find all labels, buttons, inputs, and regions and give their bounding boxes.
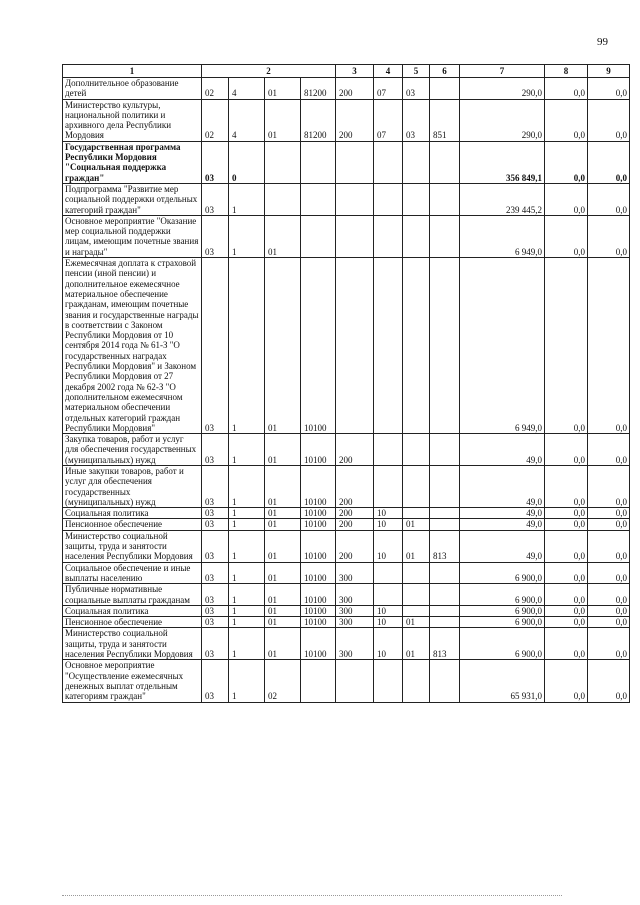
row-value-cell: 0,0	[545, 530, 588, 562]
row-value-cell	[430, 215, 460, 257]
row-value-cell: 49,0	[460, 434, 545, 466]
row-value-cell	[374, 562, 403, 584]
row-value-cell: 02	[202, 78, 229, 100]
row-name-cell: Социальное обеспечение и иные выплаты населению	[63, 562, 202, 584]
row-value-cell	[336, 660, 374, 702]
row-value-cell: 0,0	[588, 434, 630, 466]
row-value-cell: 200	[336, 434, 374, 466]
row-value-cell	[403, 434, 430, 466]
row-value-cell: 01	[265, 605, 301, 616]
row-value-cell: 10100	[301, 258, 336, 434]
row-value-cell	[374, 141, 403, 183]
row-value-cell: 200	[336, 465, 374, 507]
row-value-cell: 1	[229, 562, 265, 584]
row-name-cell: Министерство социальной защиты, труда и занятости населения Республики Мордовия	[63, 530, 202, 562]
row-value-cell: 6 949,0	[460, 258, 545, 434]
row-value-cell	[403, 465, 430, 507]
table-header-row	[63, 65, 630, 78]
row-value-cell: 01	[265, 530, 301, 562]
row-value-cell: 49,0	[460, 519, 545, 530]
table-row	[63, 660, 630, 702]
table-row	[63, 628, 630, 660]
row-value-cell: 300	[336, 584, 374, 606]
row-value-cell	[430, 605, 460, 616]
row-value-cell: 03	[202, 215, 229, 257]
row-value-cell: 01	[403, 530, 430, 562]
row-name-cell: Государственная программа Республики Мордовия "Социальная поддержка граждан"	[63, 141, 202, 183]
row-value-cell: 1	[229, 434, 265, 466]
row-value-cell: 10100	[301, 530, 336, 562]
row-value-cell: 03	[202, 434, 229, 466]
table-row	[63, 530, 630, 562]
col-header-3: 3	[336, 65, 374, 78]
row-value-cell: 0,0	[545, 215, 588, 257]
row-value-cell	[336, 183, 374, 215]
row-value-cell: 10	[374, 628, 403, 660]
row-value-cell: 81200	[301, 99, 336, 141]
row-value-cell: 10100	[301, 605, 336, 616]
row-value-cell	[430, 508, 460, 519]
row-value-cell: 1	[229, 215, 265, 257]
row-value-cell	[430, 258, 460, 434]
row-value-cell	[430, 584, 460, 606]
row-value-cell: 81200	[301, 78, 336, 100]
row-name-cell: Министерство культуры, национальной политики и архивного дела Республики Мордовия	[63, 99, 202, 141]
row-value-cell: 1	[229, 605, 265, 616]
row-value-cell	[430, 617, 460, 628]
row-value-cell: 0,0	[545, 660, 588, 702]
row-value-cell: 1	[229, 519, 265, 530]
row-value-cell	[336, 258, 374, 434]
row-value-cell	[374, 584, 403, 606]
col-header-2: 2	[202, 65, 336, 78]
row-value-cell	[374, 660, 403, 702]
table-row	[63, 434, 630, 466]
row-value-cell: 03	[202, 562, 229, 584]
row-value-cell: 03	[403, 78, 430, 100]
col-header-1: 1	[63, 65, 202, 78]
row-value-cell: 01	[265, 434, 301, 466]
row-value-cell: 01	[265, 465, 301, 507]
row-value-cell: 813	[430, 530, 460, 562]
row-name-cell: Иные закупки товаров, работ и услуг для обеспечения государственных (муниципальных) нужд	[63, 465, 202, 507]
row-value-cell: 10100	[301, 519, 336, 530]
row-value-cell: 03	[202, 258, 229, 434]
row-value-cell: 03	[202, 183, 229, 215]
row-value-cell: 03	[202, 519, 229, 530]
table-row	[63, 508, 630, 519]
page-footer-line	[62, 895, 562, 896]
row-value-cell: 300	[336, 605, 374, 616]
row-value-cell: 10100	[301, 628, 336, 660]
row-value-cell: 290,0	[460, 99, 545, 141]
row-value-cell: 0,0	[588, 660, 630, 702]
row-value-cell	[403, 141, 430, 183]
col-header-4: 4	[374, 65, 403, 78]
row-value-cell: 01	[265, 562, 301, 584]
row-value-cell: 10	[374, 530, 403, 562]
row-value-cell: 49,0	[460, 530, 545, 562]
row-value-cell: 02	[265, 660, 301, 702]
row-name-cell: Публичные нормативные социальные выплаты гражданам	[63, 584, 202, 606]
budget-table	[62, 64, 630, 703]
row-value-cell: 6 949,0	[460, 215, 545, 257]
row-value-cell: 65 931,0	[460, 660, 545, 702]
row-value-cell: 10100	[301, 465, 336, 507]
row-value-cell: 1	[229, 660, 265, 702]
row-value-cell: 200	[336, 519, 374, 530]
row-value-cell: 0,0	[588, 508, 630, 519]
row-value-cell: 0,0	[545, 562, 588, 584]
col-header-6: 6	[430, 65, 460, 78]
row-value-cell: 10	[374, 605, 403, 616]
row-value-cell	[403, 258, 430, 434]
row-value-cell: 1	[229, 183, 265, 215]
row-value-cell: 03	[202, 465, 229, 507]
row-value-cell: 01	[403, 628, 430, 660]
row-value-cell	[374, 465, 403, 507]
row-value-cell: 200	[336, 530, 374, 562]
row-value-cell	[374, 434, 403, 466]
row-value-cell	[403, 605, 430, 616]
row-value-cell: 03	[202, 584, 229, 606]
row-value-cell	[403, 562, 430, 584]
row-value-cell	[301, 183, 336, 215]
row-value-cell	[430, 434, 460, 466]
row-name-cell: Пенсионное обеспечение	[63, 617, 202, 628]
row-value-cell: 239 445,2	[460, 183, 545, 215]
row-value-cell: 200	[336, 99, 374, 141]
row-value-cell	[403, 660, 430, 702]
row-value-cell: 0,0	[545, 141, 588, 183]
row-value-cell: 0,0	[545, 183, 588, 215]
row-value-cell: 300	[336, 562, 374, 584]
row-value-cell: 01	[265, 617, 301, 628]
row-value-cell: 0,0	[545, 628, 588, 660]
row-value-cell: 01	[265, 628, 301, 660]
row-value-cell	[374, 183, 403, 215]
row-value-cell: 851	[430, 99, 460, 141]
row-value-cell: 0,0	[545, 465, 588, 507]
table-row	[63, 584, 630, 606]
row-value-cell: 0,0	[588, 605, 630, 616]
row-value-cell: 03	[202, 508, 229, 519]
row-value-cell: 0,0	[545, 508, 588, 519]
row-value-cell	[374, 215, 403, 257]
table-row	[63, 141, 630, 183]
row-name-cell: Министерство социальной защиты, труда и занятости населения Республики Мордовия	[63, 628, 202, 660]
row-name-cell: Основное мероприятие "Осуществление ежемесячных денежных выплат отдельным категориям граждан"	[63, 660, 202, 702]
row-value-cell: 0,0	[588, 628, 630, 660]
row-value-cell	[374, 258, 403, 434]
row-value-cell	[430, 141, 460, 183]
row-value-cell	[301, 215, 336, 257]
row-value-cell: 01	[265, 215, 301, 257]
row-value-cell: 0,0	[588, 215, 630, 257]
row-value-cell: 6 900,0	[460, 617, 545, 628]
row-value-cell: 10	[374, 617, 403, 628]
row-value-cell: 01	[265, 508, 301, 519]
row-name-cell: Социальная политика	[63, 605, 202, 616]
row-value-cell: 0,0	[588, 99, 630, 141]
row-value-cell	[336, 215, 374, 257]
row-value-cell	[430, 78, 460, 100]
table-row	[63, 605, 630, 616]
row-value-cell: 290,0	[460, 78, 545, 100]
row-name-cell: Пенсионное обеспечение	[63, 519, 202, 530]
row-value-cell: 03	[403, 99, 430, 141]
row-value-cell: 6 900,0	[460, 584, 545, 606]
row-value-cell	[301, 141, 336, 183]
row-value-cell: 0,0	[588, 584, 630, 606]
table-row	[63, 99, 630, 141]
row-value-cell	[430, 519, 460, 530]
table-row	[63, 519, 630, 530]
row-name-cell: Основное мероприятие "Оказание мер социальной поддержки лицам, имеющим почетные звания и награды"	[63, 215, 202, 257]
row-value-cell: 01	[403, 519, 430, 530]
row-value-cell: 10100	[301, 434, 336, 466]
row-value-cell: 1	[229, 584, 265, 606]
row-value-cell: 0,0	[588, 465, 630, 507]
row-value-cell	[265, 183, 301, 215]
row-name-cell: Закупка товаров, работ и услуг для обеспечения государственных (муниципальных) нужд	[63, 434, 202, 466]
row-value-cell: 1	[229, 258, 265, 434]
row-value-cell	[430, 660, 460, 702]
row-value-cell: 0,0	[588, 78, 630, 100]
col-header-8: 8	[545, 65, 588, 78]
table-row	[63, 78, 630, 100]
row-value-cell: 03	[202, 141, 229, 183]
row-value-cell: 6 900,0	[460, 628, 545, 660]
row-value-cell: 1	[229, 508, 265, 519]
row-value-cell: 0,0	[545, 605, 588, 616]
row-value-cell: 0,0	[588, 530, 630, 562]
row-value-cell	[430, 465, 460, 507]
row-value-cell: 03	[202, 605, 229, 616]
row-value-cell: 01	[265, 78, 301, 100]
row-value-cell: 0,0	[545, 258, 588, 434]
row-value-cell: 10100	[301, 617, 336, 628]
row-value-cell: 02	[202, 99, 229, 141]
row-value-cell: 0,0	[588, 519, 630, 530]
row-value-cell	[301, 660, 336, 702]
row-value-cell: 10100	[301, 562, 336, 584]
row-value-cell: 0,0	[588, 258, 630, 434]
row-value-cell: 813	[430, 628, 460, 660]
col-header-5: 5	[403, 65, 430, 78]
row-value-cell: 200	[336, 508, 374, 519]
col-header-9: 9	[588, 65, 630, 78]
table-row	[63, 215, 630, 257]
row-value-cell: 4	[229, 99, 265, 141]
table-row	[63, 465, 630, 507]
row-value-cell: 07	[374, 78, 403, 100]
row-value-cell	[403, 508, 430, 519]
row-value-cell: 03	[202, 628, 229, 660]
row-value-cell: 0,0	[545, 434, 588, 466]
row-value-cell: 0,0	[545, 617, 588, 628]
row-value-cell	[403, 215, 430, 257]
row-value-cell: 03	[202, 530, 229, 562]
row-value-cell: 300	[336, 617, 374, 628]
table-row	[63, 183, 630, 215]
row-value-cell: 01	[265, 519, 301, 530]
row-value-cell: 0,0	[588, 562, 630, 584]
row-name-cell: Дополнительное образование детей	[63, 78, 202, 100]
row-value-cell: 0,0	[588, 183, 630, 215]
row-value-cell: 356 849,1	[460, 141, 545, 183]
table-row	[63, 562, 630, 584]
table-row	[63, 617, 630, 628]
row-value-cell	[430, 183, 460, 215]
row-value-cell: 4	[229, 78, 265, 100]
row-value-cell: 49,0	[460, 465, 545, 507]
row-value-cell: 03	[202, 617, 229, 628]
row-value-cell: 01	[265, 584, 301, 606]
row-value-cell: 10100	[301, 584, 336, 606]
row-value-cell: 49,0	[460, 508, 545, 519]
row-value-cell	[403, 183, 430, 215]
row-value-cell: 0,0	[545, 78, 588, 100]
row-value-cell: 01	[265, 99, 301, 141]
row-name-cell: Ежемесячная доплата к страховой пенсии (иной пенсии) и дополнительное ежемесячное материальное обеспечение гражданам, имеющим почетные звания и государственные награды в соответствии с Законом Республики Мордовия от 10 сентября 2014 года № 61-З "О государственных наградах Республики Мордовия" и Законом Республики Мордовия от 27 декабря 2002 года № 62-З "О дополнительном ежемесячном материальном обеспечении отдельных категорий граждан Республики Мордовия"	[63, 258, 202, 434]
row-value-cell	[430, 562, 460, 584]
row-value-cell: 200	[336, 78, 374, 100]
row-value-cell: 300	[336, 628, 374, 660]
row-value-cell: 10	[374, 508, 403, 519]
row-name-cell: Социальная политика	[63, 508, 202, 519]
row-value-cell: 10100	[301, 508, 336, 519]
row-value-cell: 0,0	[588, 617, 630, 628]
row-value-cell: 01	[265, 258, 301, 434]
row-value-cell: 03	[202, 660, 229, 702]
row-value-cell: 1	[229, 617, 265, 628]
row-value-cell: 0	[229, 141, 265, 183]
row-value-cell	[265, 141, 301, 183]
row-value-cell: 0,0	[545, 584, 588, 606]
row-value-cell	[403, 584, 430, 606]
row-value-cell: 0,0	[545, 519, 588, 530]
col-header-7: 7	[460, 65, 545, 78]
row-value-cell: 07	[374, 99, 403, 141]
table-row	[63, 258, 630, 434]
row-value-cell: 6 900,0	[460, 605, 545, 616]
row-value-cell: 0,0	[588, 141, 630, 183]
row-name-cell: Подпрограмма "Развитие мер социальной поддержки отдельных категорий граждан"	[63, 183, 202, 215]
row-value-cell: 1	[229, 628, 265, 660]
row-value-cell	[336, 141, 374, 183]
row-value-cell: 01	[403, 617, 430, 628]
row-value-cell: 6 900,0	[460, 562, 545, 584]
page-number: 99	[597, 36, 608, 48]
row-value-cell: 1	[229, 530, 265, 562]
row-value-cell: 1	[229, 465, 265, 507]
row-value-cell: 0,0	[545, 99, 588, 141]
row-value-cell: 10	[374, 519, 403, 530]
